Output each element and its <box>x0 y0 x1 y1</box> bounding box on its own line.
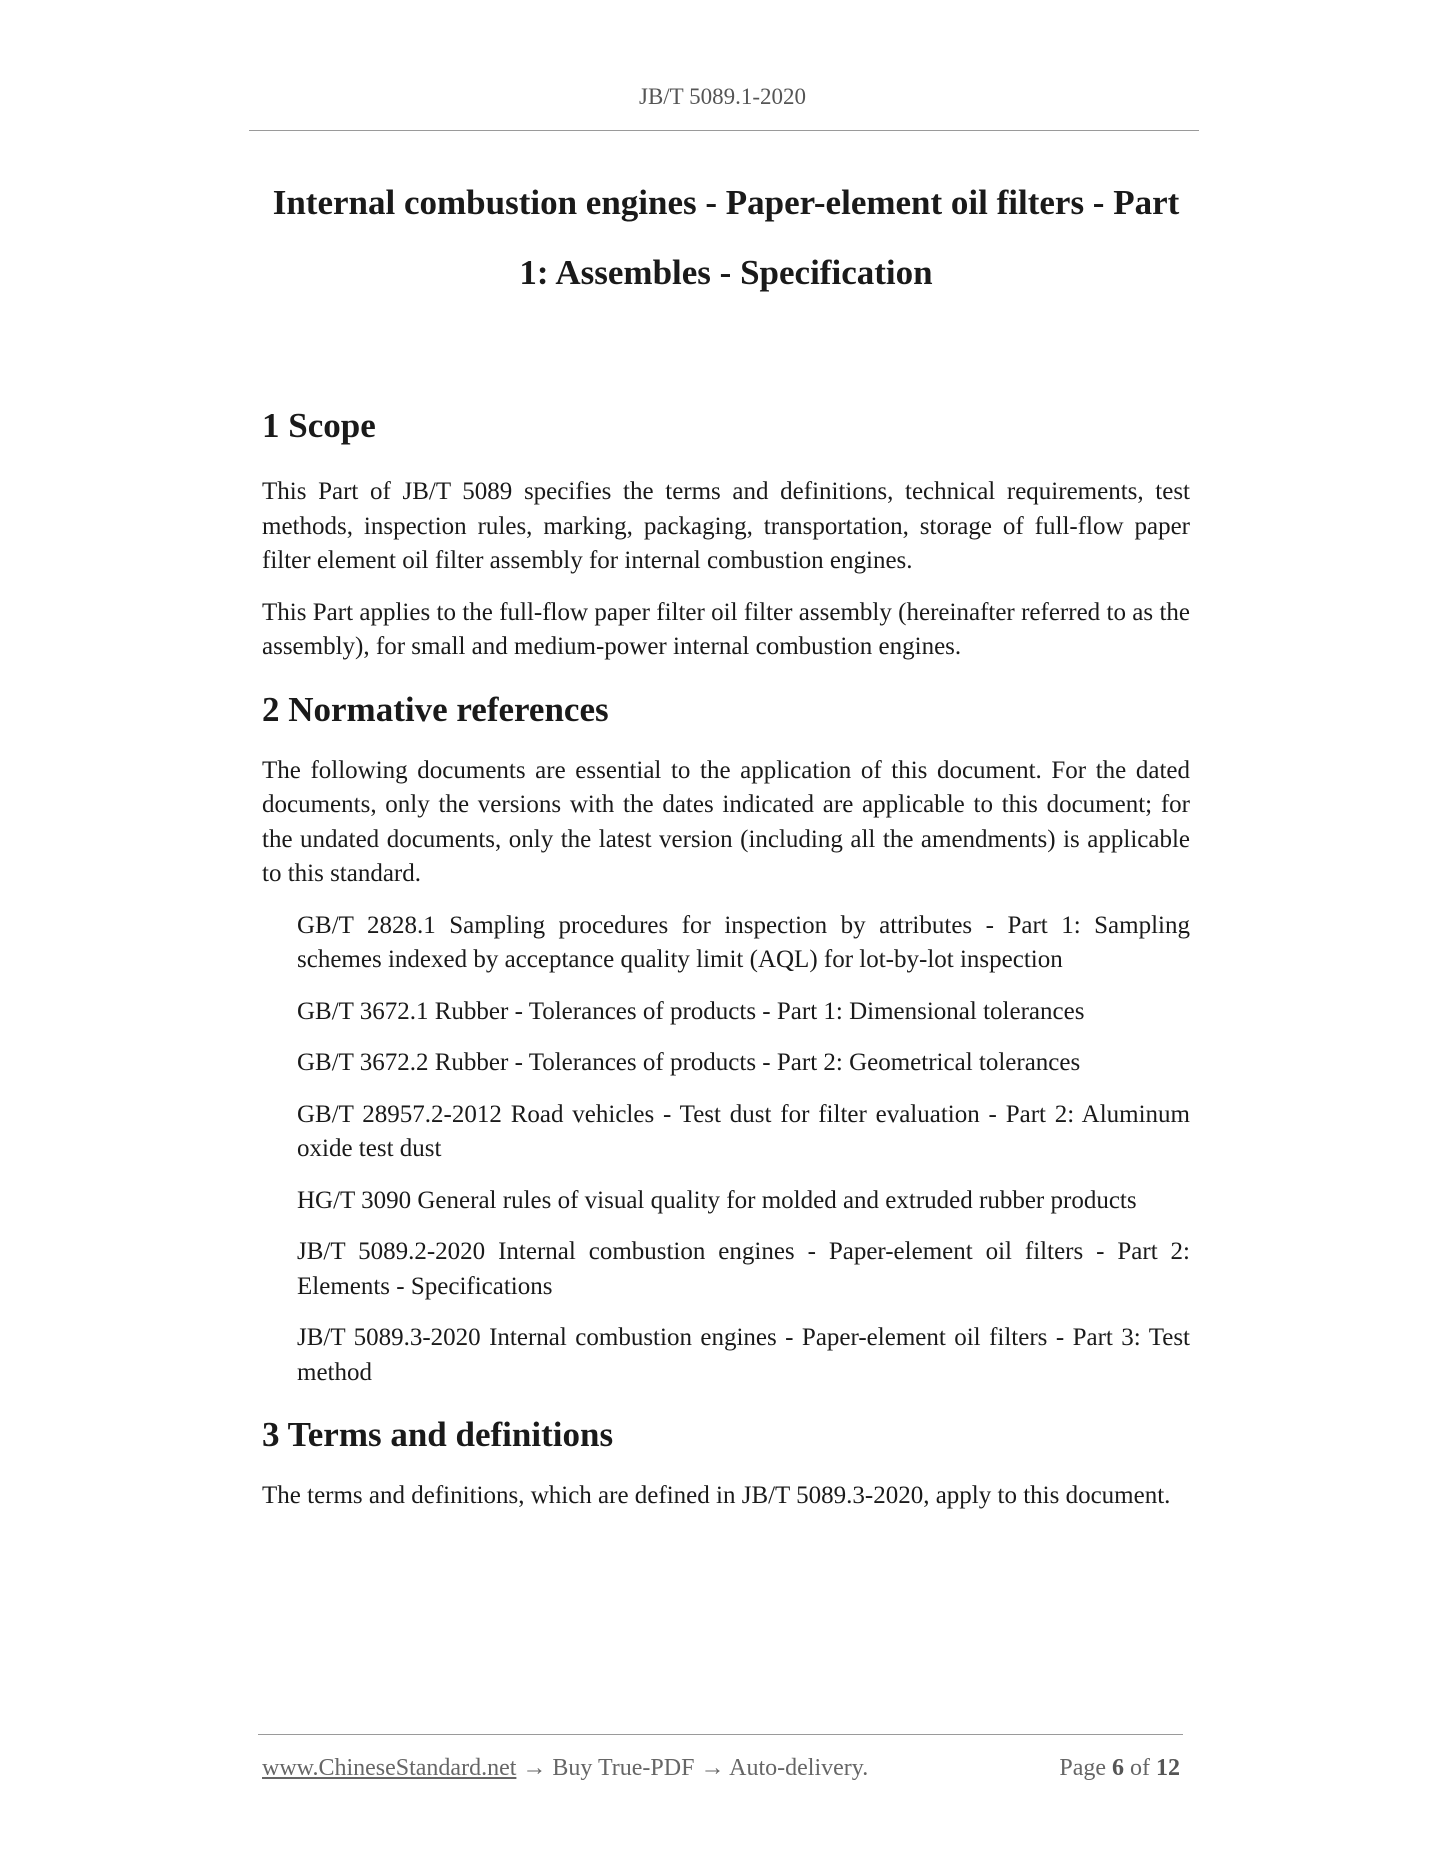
page-label: Page <box>1059 1755 1106 1781</box>
reference-item: GB/T 3672.1 Rubber - Tolerances of products - Part 1: Dimensional tolerances <box>297 997 1085 1025</box>
document-title-line-2: 1: Assembles - Specification <box>519 253 933 292</box>
reference-item: HG/T 3090 General rules of visual quality for molded and extruded rubber products <box>297 1186 1137 1214</box>
section-heading-normative-references: 2 Normative references <box>262 689 609 729</box>
reference-item: JB/T 5089.3-2020 Internal combustion engines - Paper-element oil filters - Part 3: Test method <box>297 1324 1190 1386</box>
reference-item: GB/T 3672.2 Rubber - Tolerances of products - Part 2: Geometrical tolerances <box>297 1049 1081 1076</box>
arrow-right-icon: → <box>700 1755 725 1781</box>
document-title <box>262 168 1190 308</box>
footer-divider <box>258 1734 1183 1735</box>
website-link[interactable]: www.ChineseStandard.net <box>262 1755 517 1781</box>
header-divider <box>249 130 1199 131</box>
scope-paragraph-2: This Part applies to the full-flow paper filter oil filter assembly (hereinafter referred to as the assembly), for small and medium-power internal combustion engines. <box>262 598 1190 660</box>
buy-true-pdf-text: Buy True-PDF <box>552 1755 695 1781</box>
auto-delivery-text: Auto-delivery. <box>729 1755 869 1781</box>
terms-paragraph: The terms and definitions, which are defined in JB/T 5089.3-2020, apply to this document. <box>262 1482 1171 1509</box>
page-content <box>262 168 1190 1514</box>
document-title-line-1: Internal combustion engines - Paper-element oil filters - Part <box>272 183 1180 222</box>
reference-item: GB/T 28957.2-2012 Road vehicles - Test dust for filter evaluation - Part 2: Aluminum oxide test dust <box>297 1100 1190 1162</box>
section-heading-terms-definitions: 3 Terms and definitions <box>262 1415 614 1454</box>
current-page-number: 6 <box>1112 1755 1124 1781</box>
page-indicator <box>1059 1755 1180 1782</box>
reference-list <box>262 909 1190 1391</box>
section-heading-scope: 1 Scope <box>262 406 376 445</box>
reference-item: GB/T 2828.1 Sampling procedures for inspection by attributes - Part 1: Sampling schemes indexed by acceptance quality limit (AQL) for lot-by-lot inspection <box>297 911 1190 973</box>
of-label: of <box>1130 1755 1150 1781</box>
arrow-right-icon: → <box>522 1755 547 1781</box>
header-doc-code: JB/T 5089.1-2020 <box>639 84 806 109</box>
total-pages-number: 12 <box>1156 1755 1180 1781</box>
reference-item: JB/T 5089.2-2020 Internal combustion engines - Paper-element oil filters - Part 2: Elements - Specifications <box>297 1238 1190 1300</box>
normative-intro-paragraph: The following documents are essential to the application of this document. For the dated documents, only the versions with the dates indicated are applicable to this document; for the undated documents, only the latest version (including all the amendments) is applicable to this standard. <box>262 756 1190 887</box>
footer-left <box>262 1755 868 1782</box>
scope-paragraph-1: This Part of JB/T 5089 specifies the terms and definitions, technical requirements, test methods, inspection rules, marking, packaging, transportation, storage of full-flow paper filter element oil filter assembly for internal combustion engines. <box>262 478 1190 574</box>
